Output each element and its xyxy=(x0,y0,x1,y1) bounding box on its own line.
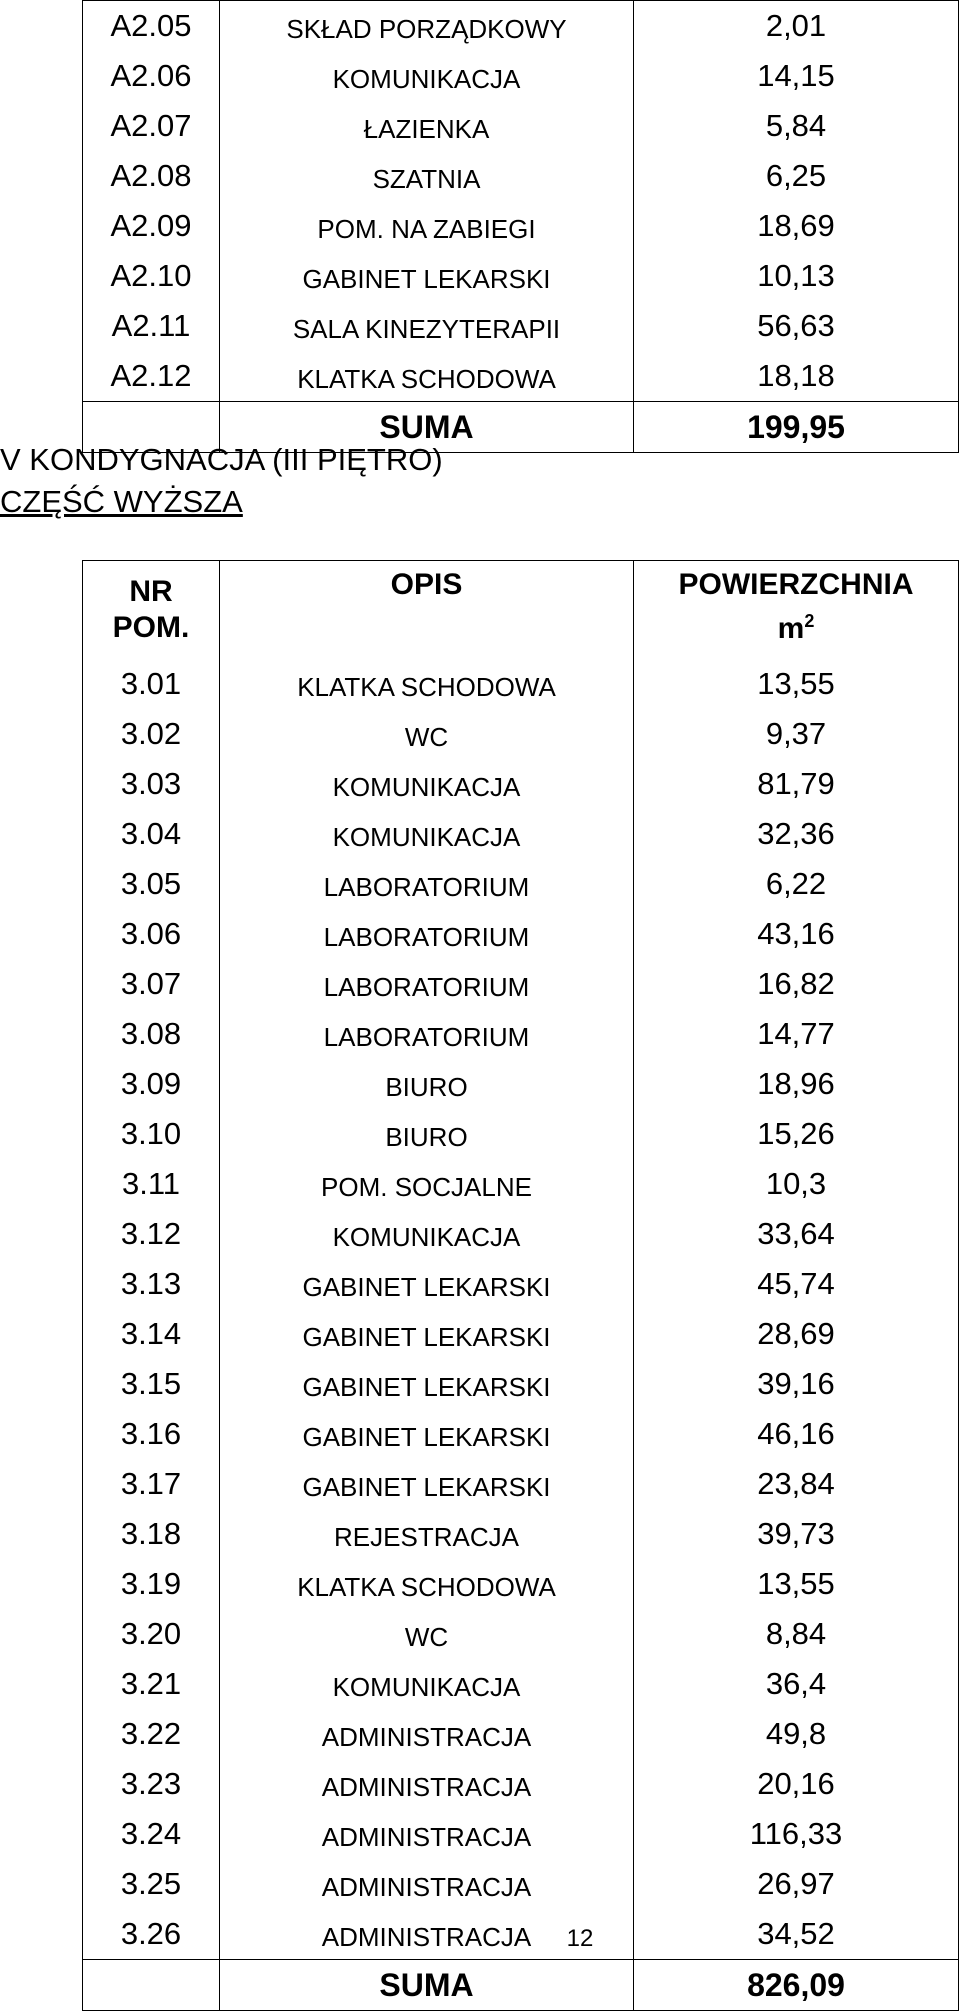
room-description: SKŁAD PORZĄDKOWY xyxy=(220,1,634,52)
table-row xyxy=(83,1709,959,1759)
room-description: LABORATORIUM xyxy=(220,1009,634,1059)
room-number: 3.01 xyxy=(83,659,220,709)
table-row xyxy=(83,709,959,759)
room-area: 15,26 xyxy=(634,1109,959,1159)
header-opis: OPIS xyxy=(220,561,634,660)
table-row xyxy=(83,959,959,1009)
room-description: LABORATORIUM xyxy=(220,959,634,1009)
room-number: 3.21 xyxy=(83,1659,220,1709)
room-number: 3.12 xyxy=(83,1209,220,1259)
room-area: 46,16 xyxy=(634,1409,959,1459)
room-description: ADMINISTRACJA xyxy=(220,1809,634,1859)
room-number: 3.10 xyxy=(83,1109,220,1159)
room-description: KOMUNIKACJA xyxy=(220,51,634,101)
header-nr-line1: NR xyxy=(129,575,173,608)
room-area: 34,52 xyxy=(634,1909,959,1960)
room-table-3 xyxy=(82,560,959,2011)
room-number: 3.09 xyxy=(83,1059,220,1109)
room-description: GABINET LEKARSKI xyxy=(220,1459,634,1509)
room-description: KOMUNIKACJA xyxy=(220,1209,634,1259)
header-area xyxy=(634,561,959,660)
room-number: 3.19 xyxy=(83,1559,220,1609)
room-area: 6,22 xyxy=(634,859,959,909)
room-description: KOMUNIKACJA xyxy=(220,809,634,859)
room-description: KLATKA SCHODOWA xyxy=(220,1559,634,1609)
section-subtitle: CZĘŚĆ WYŻSZA xyxy=(0,484,243,519)
room-number: 3.13 xyxy=(83,1259,220,1309)
room-description: KOMUNIKACJA xyxy=(220,759,634,809)
table-row xyxy=(83,1,959,52)
table-row xyxy=(83,1109,959,1159)
sum-row xyxy=(83,1960,959,2011)
header-nr xyxy=(83,561,220,660)
room-area: 2,01 xyxy=(634,1,959,52)
sum-value: 199,95 xyxy=(634,402,959,453)
room-area: 116,33 xyxy=(634,1809,959,1859)
room-number: 3.07 xyxy=(83,959,220,1009)
room-area: 28,69 xyxy=(634,1309,959,1359)
table-row xyxy=(83,1459,959,1509)
room-description: LABORATORIUM xyxy=(220,909,634,959)
room-number: A2.05 xyxy=(83,1,220,52)
room-description: ŁAZIENKA xyxy=(220,101,634,151)
room-description: ADMINISTRACJA xyxy=(220,1709,634,1759)
table-row xyxy=(83,659,959,709)
room-number: 3.22 xyxy=(83,1709,220,1759)
sum-label: SUMA xyxy=(220,1960,634,2011)
room-table-a2-body xyxy=(83,1,959,453)
room-number: 3.03 xyxy=(83,759,220,809)
room-number: 3.14 xyxy=(83,1309,220,1359)
table-row xyxy=(83,1659,959,1709)
room-number: 3.06 xyxy=(83,909,220,959)
room-description: WC xyxy=(220,709,634,759)
table-row xyxy=(83,809,959,859)
room-number: 3.08 xyxy=(83,1009,220,1059)
table-row xyxy=(83,201,959,251)
room-area: 18,18 xyxy=(634,351,959,402)
room-number: 3.05 xyxy=(83,859,220,909)
table-row xyxy=(83,859,959,909)
sum-blank-cell xyxy=(83,1960,220,2011)
room-area: 13,55 xyxy=(634,1559,959,1609)
room-number: 3.23 xyxy=(83,1759,220,1809)
table-row xyxy=(83,1209,959,1259)
room-area: 8,84 xyxy=(634,1609,959,1659)
room-area: 5,84 xyxy=(634,101,959,151)
room-description: ADMINISTRACJA xyxy=(220,1909,634,1960)
room-description: GABINET LEKARSKI xyxy=(220,1359,634,1409)
room-area: 43,16 xyxy=(634,909,959,959)
room-area: 45,74 xyxy=(634,1259,959,1309)
room-area: 39,16 xyxy=(634,1359,959,1409)
room-description: BIURO xyxy=(220,1059,634,1109)
table-row xyxy=(83,101,959,151)
room-description: ADMINISTRACJA xyxy=(220,1759,634,1809)
room-area: 36,4 xyxy=(634,1659,959,1709)
table-row xyxy=(83,351,959,402)
room-area: 18,69 xyxy=(634,201,959,251)
room-area: 14,77 xyxy=(634,1009,959,1059)
header-nr-line2: POM. xyxy=(112,611,190,644)
room-number: 3.18 xyxy=(83,1509,220,1559)
room-number: A2.12 xyxy=(83,351,220,402)
room-area: 16,82 xyxy=(634,959,959,1009)
room-number: A2.08 xyxy=(83,151,220,201)
table-row xyxy=(83,251,959,301)
room-description: REJESTRACJA xyxy=(220,1509,634,1559)
room-description: POM. SOCJALNE xyxy=(220,1159,634,1209)
room-area: 6,25 xyxy=(634,151,959,201)
room-description: POM. NA ZABIEGI xyxy=(220,201,634,251)
room-description: ADMINISTRACJA xyxy=(220,1859,634,1909)
room-description: GABINET LEKARSKI xyxy=(220,251,634,301)
room-description: KOMUNIKACJA xyxy=(220,1659,634,1709)
room-area: 33,64 xyxy=(634,1209,959,1259)
table-row xyxy=(83,151,959,201)
room-description: GABINET LEKARSKI xyxy=(220,1259,634,1309)
room-description: WC xyxy=(220,1609,634,1659)
room-area: 26,97 xyxy=(634,1859,959,1909)
room-area: 49,8 xyxy=(634,1709,959,1759)
table-row xyxy=(83,1309,959,1359)
room-number: 3.04 xyxy=(83,809,220,859)
room-area: 32,36 xyxy=(634,809,959,859)
room-area: 14,15 xyxy=(634,51,959,101)
room-description: KLATKA SCHODOWA xyxy=(220,659,634,709)
table-row xyxy=(83,759,959,809)
room-table-a2 xyxy=(82,0,959,453)
room-number: A2.11 xyxy=(83,301,220,351)
room-area: 18,96 xyxy=(634,1059,959,1109)
section-title: V KONDYGNACJA (III PIĘTRO) xyxy=(0,442,443,477)
room-table-3-body xyxy=(83,659,959,2011)
room-description: SZATNIA xyxy=(220,151,634,201)
room-number: 3.25 xyxy=(83,1859,220,1909)
room-area: 10,13 xyxy=(634,251,959,301)
room-table-3-header xyxy=(83,561,959,660)
table-row xyxy=(83,909,959,959)
room-number: A2.10 xyxy=(83,251,220,301)
table-row xyxy=(83,1759,959,1809)
table-row xyxy=(83,1259,959,1309)
header-area-sup: 2 xyxy=(804,611,815,631)
sum-label: SUMA xyxy=(220,402,634,453)
table-row xyxy=(83,51,959,101)
table-row xyxy=(83,1559,959,1609)
room-description: KLATKA SCHODOWA xyxy=(220,351,634,402)
room-number: 3.17 xyxy=(83,1459,220,1509)
room-area: 13,55 xyxy=(634,659,959,709)
room-area: 39,73 xyxy=(634,1509,959,1559)
room-area: 10,3 xyxy=(634,1159,959,1209)
room-area: 56,63 xyxy=(634,301,959,351)
room-area: 20,16 xyxy=(634,1759,959,1809)
room-number: A2.07 xyxy=(83,101,220,151)
room-number: 3.02 xyxy=(83,709,220,759)
room-number: A2.09 xyxy=(83,201,220,251)
table-row xyxy=(83,301,959,351)
room-description: SALA KINEZYTERAPII xyxy=(220,301,634,351)
table-row xyxy=(83,1609,959,1659)
room-description: LABORATORIUM xyxy=(220,859,634,909)
room-number: 3.11 xyxy=(83,1159,220,1209)
room-number: 3.26 xyxy=(83,1909,220,1960)
table-row xyxy=(83,1859,959,1909)
room-description: GABINET LEKARSKI xyxy=(220,1309,634,1359)
room-number: 3.20 xyxy=(83,1609,220,1659)
table-row xyxy=(83,1359,959,1409)
room-number: 3.24 xyxy=(83,1809,220,1859)
table-row xyxy=(83,1409,959,1459)
room-number: 3.16 xyxy=(83,1409,220,1459)
room-number: A2.06 xyxy=(83,51,220,101)
room-description: GABINET LEKARSKI xyxy=(220,1409,634,1459)
room-area: 23,84 xyxy=(634,1459,959,1509)
table-row xyxy=(83,1509,959,1559)
room-description: BIURO xyxy=(220,1109,634,1159)
table-row xyxy=(83,1809,959,1859)
table-row xyxy=(83,1009,959,1059)
table-row xyxy=(83,1159,959,1209)
table-row xyxy=(83,1059,959,1109)
sum-value: 826,09 xyxy=(634,1960,959,2011)
room-number: 3.15 xyxy=(83,1359,220,1409)
room-area: 9,37 xyxy=(634,709,959,759)
header-area-line1: POWIERZCHNIA xyxy=(678,568,914,601)
room-area: 81,79 xyxy=(634,759,959,809)
page-number: 12 xyxy=(566,1925,594,1952)
header-area-unit: m xyxy=(777,612,805,645)
